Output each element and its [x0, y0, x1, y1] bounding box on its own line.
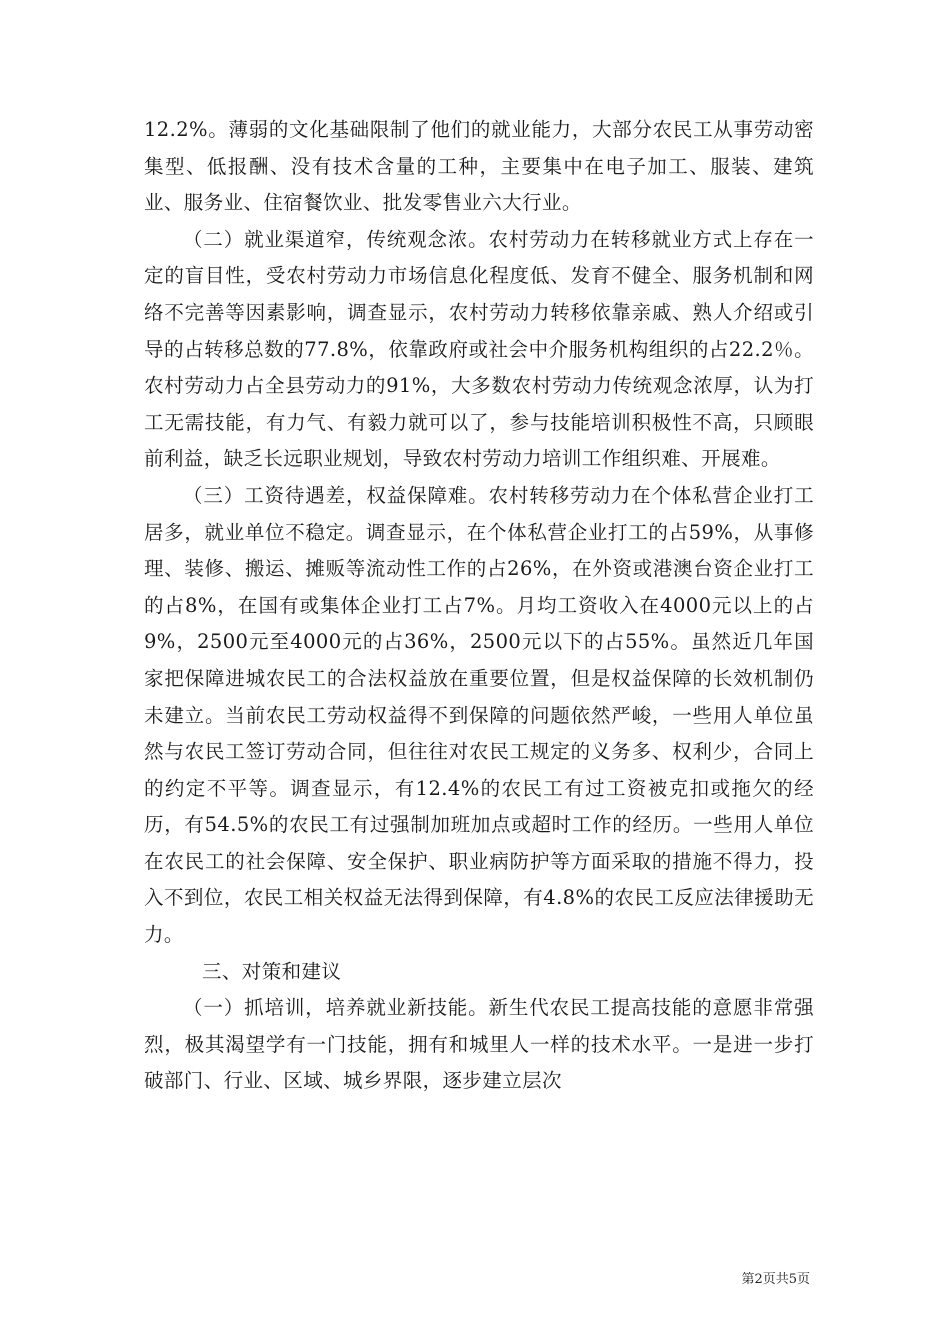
paragraph-section-3: （三）工资待遇差，权益保障难。农村转移劳动力在个体私营企业打工居多，就业单位不稳定。调查显示，在个体私营企业打工的占59%，从事修理、装修、搬运、摊贩等流动性工作的占26%，在外资或港澳台资企业打工的占8%，在国有或集体企业打工占7%。月均工资收入在4000元以上的占9%，2500元至4000元的占36%，2500元以下的占55%。虽然近几年国家把保障进城农民工的合法权益放在重要位置，但是权益保障的长效机制仍未建立。当前农民工劳动权益得不到保障的问题依然严峻，一些用人单位虽然与农民工签订劳动合同，但往往对农民工规定的义务多、权利少，合同上的约定不平等。调查显示，有12.4%的农民工有过工资被克扣或拖欠的经历，有54.5%的农民工有过强制加班加点或超时工作的经历。一些用人单位在农民工的社会保障、安全保护、职业病防护等方面采取的措施不得力，投入不到位，农民工相关权益无法得到保障，有4.8%的农民工反应法律援助无力。 — [144, 483, 814, 947]
paragraph-continuation: 12.2%。薄弱的文化基础限制了他们的就业能力，大部分农民工从事劳动密集型、低报酬、没有技术含量的工种，主要集中在电子加工、服装、建筑业、服务业、住宿餐饮业、批发零售业六大行业。 — [144, 118, 814, 215]
document-body — [144, 112, 814, 1100]
page-number-footer: 第2页共5页 — [741, 1272, 810, 1287]
section-heading-countermeasures: 三、对策和建议 — [202, 959, 342, 983]
paragraph-countermeasure-1: （一）抓培训，培养就业新技能。新生代农民工提高技能的意愿非常强烈，极其渴望学有一门技能，拥有和城里人一样的技术水平。一是进一步打破部门、行业、区域、城乡界限，逐步建立层次 — [144, 996, 814, 1093]
paragraph-section-2: （二）就业渠道窄，传统观念浓。农村劳动力在转移就业方式上存在一定的盲目性，受农村劳动力市场信息化程度低、发育不健全、服务机制和网络不完善等因素影响，调查显示，农村劳动力转移依靠亲戚、熟人介绍或引导的占转移总数的77.8%，依靠政府或社会中介服务机构组织的占22.2％。农村劳动力占全县劳动力的91%，大多数农村劳动力传统观念浓厚，认为打工无需技能，有力气、有毅力就可以了，参与技能培训积极性不高，只顾眼前利益，缺乏长远职业规划，导致农村劳动力培训工作组织难、开展难。 — [144, 227, 814, 471]
